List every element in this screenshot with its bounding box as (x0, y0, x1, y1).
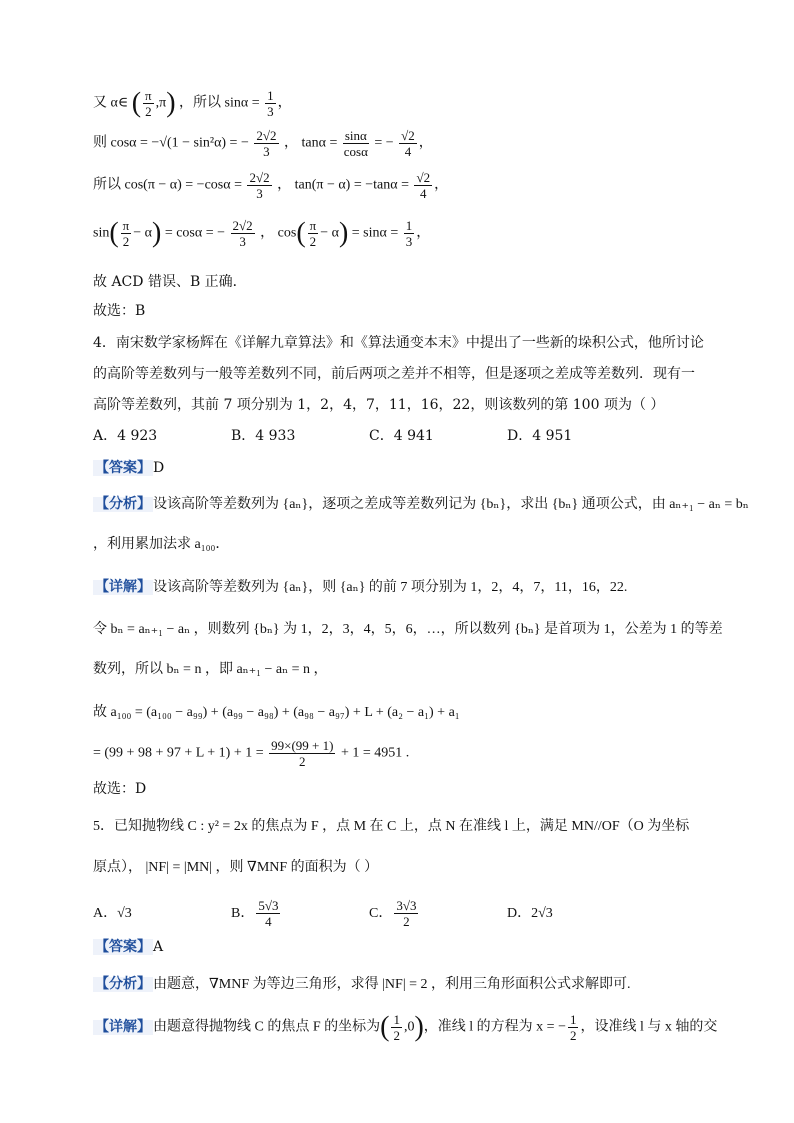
analysis-text: 设该高阶等差数列为 {aₙ}，逐项之差成等差数列记为 {bₙ}，求出 {bₙ} 通项公式，由 aₙ₊₁ − aₙ = bₙ (153, 497, 749, 512)
numerator: π (309, 218, 317, 233)
label: C． (369, 905, 393, 921)
denominator: 3 (239, 234, 246, 249)
denominator: 4 (265, 914, 272, 929)
numerator: 1 (393, 1012, 400, 1027)
fraction (568, 1012, 579, 1043)
detail-line-4: 故 a₁₀₀ = (a₁₀₀ − a₉₉) + (a₉₉ − a₉₈) + (a₉₈ − a₉₇) + L + (a₂ − a₁) + a₁ (93, 705, 460, 720)
numerator: 2√2 (232, 218, 253, 233)
denominator: cosα (343, 144, 368, 159)
text: 则 cosα = −√(1 − sin²α) = − (93, 135, 249, 151)
answer-line (93, 458, 164, 478)
text: ， (277, 95, 292, 111)
numerator: 1 (405, 218, 413, 233)
fraction (265, 88, 276, 119)
option-b: B．4 933 (231, 428, 296, 444)
fraction (269, 738, 335, 769)
fraction (394, 898, 418, 929)
denominator: 2 (299, 754, 306, 769)
question-4-line-2: 的高阶等差数列与一般等差数列不同，前后两项之差并不相等，但是逐项之差成等差数列．现有一 (93, 366, 695, 382)
fraction (391, 1012, 402, 1043)
analysis-tag: 【分析】 (95, 977, 151, 992)
question-5-line-1: 5．已知抛物线 C : y² = 2x 的焦点为 F ，点 M 在 C 上，点 N 在准线 l 上，满足 MN//OF（O 为坐标 (93, 819, 690, 834)
denominator: 4 (404, 144, 412, 159)
text: ,π (155, 95, 167, 111)
option-a: A．4 923 (93, 428, 158, 444)
numerator: 2√2 (249, 170, 270, 185)
paren: ) (414, 1011, 424, 1043)
fraction (121, 218, 132, 249)
detail-text: 设该高阶等差数列为 {aₙ}，则 {aₙ} 的前 7 项分别为 1，2，4，7，11，16，22. (153, 580, 628, 595)
fraction (143, 88, 154, 119)
numerator: 1 (267, 88, 274, 103)
question-5-line-2: 原点）， |NF| = |MN| ，则 ∇MNF 的面积为（ ） (93, 860, 379, 875)
fraction (399, 128, 417, 159)
text: ，所以 sinα = (179, 95, 260, 111)
analysis-line (93, 495, 749, 515)
text: = − (374, 135, 394, 151)
analysis-text: 由题意，∇MNF 为等边三角形，求得 |NF| = 2 ，利用三角形面积公式求解即可. (153, 977, 631, 992)
question-4-selection: 故选：D (93, 781, 147, 797)
text: 由题意得抛物线 C 的焦点 F 的坐标为 (153, 1019, 381, 1035)
numerator: 1 (569, 1012, 577, 1027)
option-d: D．4 951 (507, 428, 573, 444)
label: B． (231, 905, 255, 921)
paren: ( (109, 217, 119, 249)
text: ， cos (260, 225, 297, 241)
denominator: 3 (267, 104, 274, 119)
text: ， tan(π − α) = −tanα = (277, 177, 409, 193)
paren: ( (296, 217, 306, 249)
question-4-line-1: 4．南宋数学家杨辉在《详解九章算法》和《算法通变本末》中提出了一些新的垛积公式，他所讨论 (93, 335, 704, 351)
denominator: 2 (569, 1028, 577, 1043)
line-half-pi (93, 218, 430, 249)
denominator: 3 (256, 186, 263, 201)
answer-value: A (153, 939, 164, 955)
text: ，准线 l 的方程为 x = − (423, 1019, 566, 1035)
option-c (369, 898, 507, 929)
text: 所以 cos(π − α) = −cosα = (93, 177, 242, 193)
paren: ( (131, 87, 142, 119)
detail-line-3: 数列，所以 bₙ = n ，即 aₙ₊₁ − aₙ = n ， (93, 662, 328, 677)
detail-line-5 (93, 738, 409, 769)
paren: ) (338, 217, 349, 249)
paren: ( (380, 1011, 390, 1043)
conclusion-line: 故 ACD 错误、B 正确． (93, 274, 247, 290)
denominator: 2 (145, 104, 152, 119)
answer-tag: 【答案】 (95, 460, 151, 476)
detail-line-2: 令 bₙ = aₙ₊₁ − aₙ ，则数列 {bₙ} 为 1，2，3，4，5，6，…，所以数列 {bₙ} 是首项为 1，公差为 1 的等差 (93, 622, 723, 637)
detail-line-5-1 (93, 1012, 717, 1043)
numerator: 2√2 (256, 128, 277, 143)
option-c: C．4 941 (369, 428, 434, 444)
option-b (231, 898, 369, 929)
analysis-line-2: ，利用累加法求 a₁₀₀． (93, 537, 230, 552)
denominator: 3 (263, 144, 270, 159)
denominator: 2 (309, 234, 317, 249)
line-alpha-range (93, 88, 292, 119)
text: α∈ (110, 95, 129, 111)
answer-tag: 【答案】 (95, 939, 151, 955)
detail-tag: 【详解】 (95, 580, 151, 595)
fraction (254, 128, 278, 159)
paren: ) (166, 87, 176, 119)
text: − α (133, 225, 152, 241)
fraction (343, 128, 369, 159)
selection-line: 故选：B (93, 303, 146, 319)
text: sin (93, 225, 110, 241)
text: + 1 = 4951 . (340, 745, 410, 761)
fraction (231, 218, 255, 249)
numerator: √2 (401, 128, 415, 143)
fraction (247, 170, 271, 201)
line-cos-tan (93, 128, 433, 159)
text: = sinα = (351, 225, 399, 241)
numerator: π (145, 88, 152, 103)
text: ， tanα = (284, 135, 338, 151)
fraction (308, 218, 319, 249)
text: = cosα = − (164, 225, 225, 241)
paren: ) (151, 217, 162, 249)
question-4-options (93, 426, 572, 446)
numerator: sinα (344, 128, 367, 143)
numerator: 3√3 (396, 898, 417, 913)
text: − α (320, 225, 339, 241)
text: ， (416, 225, 431, 241)
option-d: D．2√3 (507, 905, 553, 921)
numerator: 99×(99 + 1) (271, 738, 334, 753)
text: 又 (93, 95, 107, 111)
answer-value: D (153, 460, 165, 476)
denominator: 4 (420, 186, 427, 201)
answer-line-5 (93, 937, 163, 957)
numerator: √2 (416, 170, 431, 185)
text: ， (418, 135, 433, 151)
text: ，设准线 l 与 x 轴的交 (580, 1019, 718, 1035)
denominator: 2 (403, 914, 410, 929)
fraction (256, 898, 280, 929)
denominator: 2 (122, 234, 130, 249)
detail-tag: 【详解】 (95, 1019, 151, 1035)
question-4-line-3: 高阶等差数列，其前 7 项分别为 1，2，4，7，11，16，22，则该数列的第 100 项为（ ） (93, 397, 665, 413)
fraction (414, 170, 432, 201)
text: ,0 (403, 1019, 415, 1035)
numerator: π (122, 218, 130, 233)
text: ， (434, 177, 449, 193)
denominator: 3 (405, 234, 413, 249)
fraction (404, 218, 415, 249)
text: = (99 + 98 + 97 + L + 1) + 1 = (93, 745, 264, 761)
detail-line-1 (93, 578, 627, 598)
line-pi-minus-alpha (93, 170, 448, 201)
option-a: A．√3 (93, 905, 132, 921)
analysis-tag: 【分析】 (95, 497, 151, 512)
denominator: 2 (393, 1028, 400, 1043)
question-5-options (93, 898, 553, 929)
analysis-line-5 (93, 975, 631, 995)
numerator: 5√3 (258, 898, 279, 913)
